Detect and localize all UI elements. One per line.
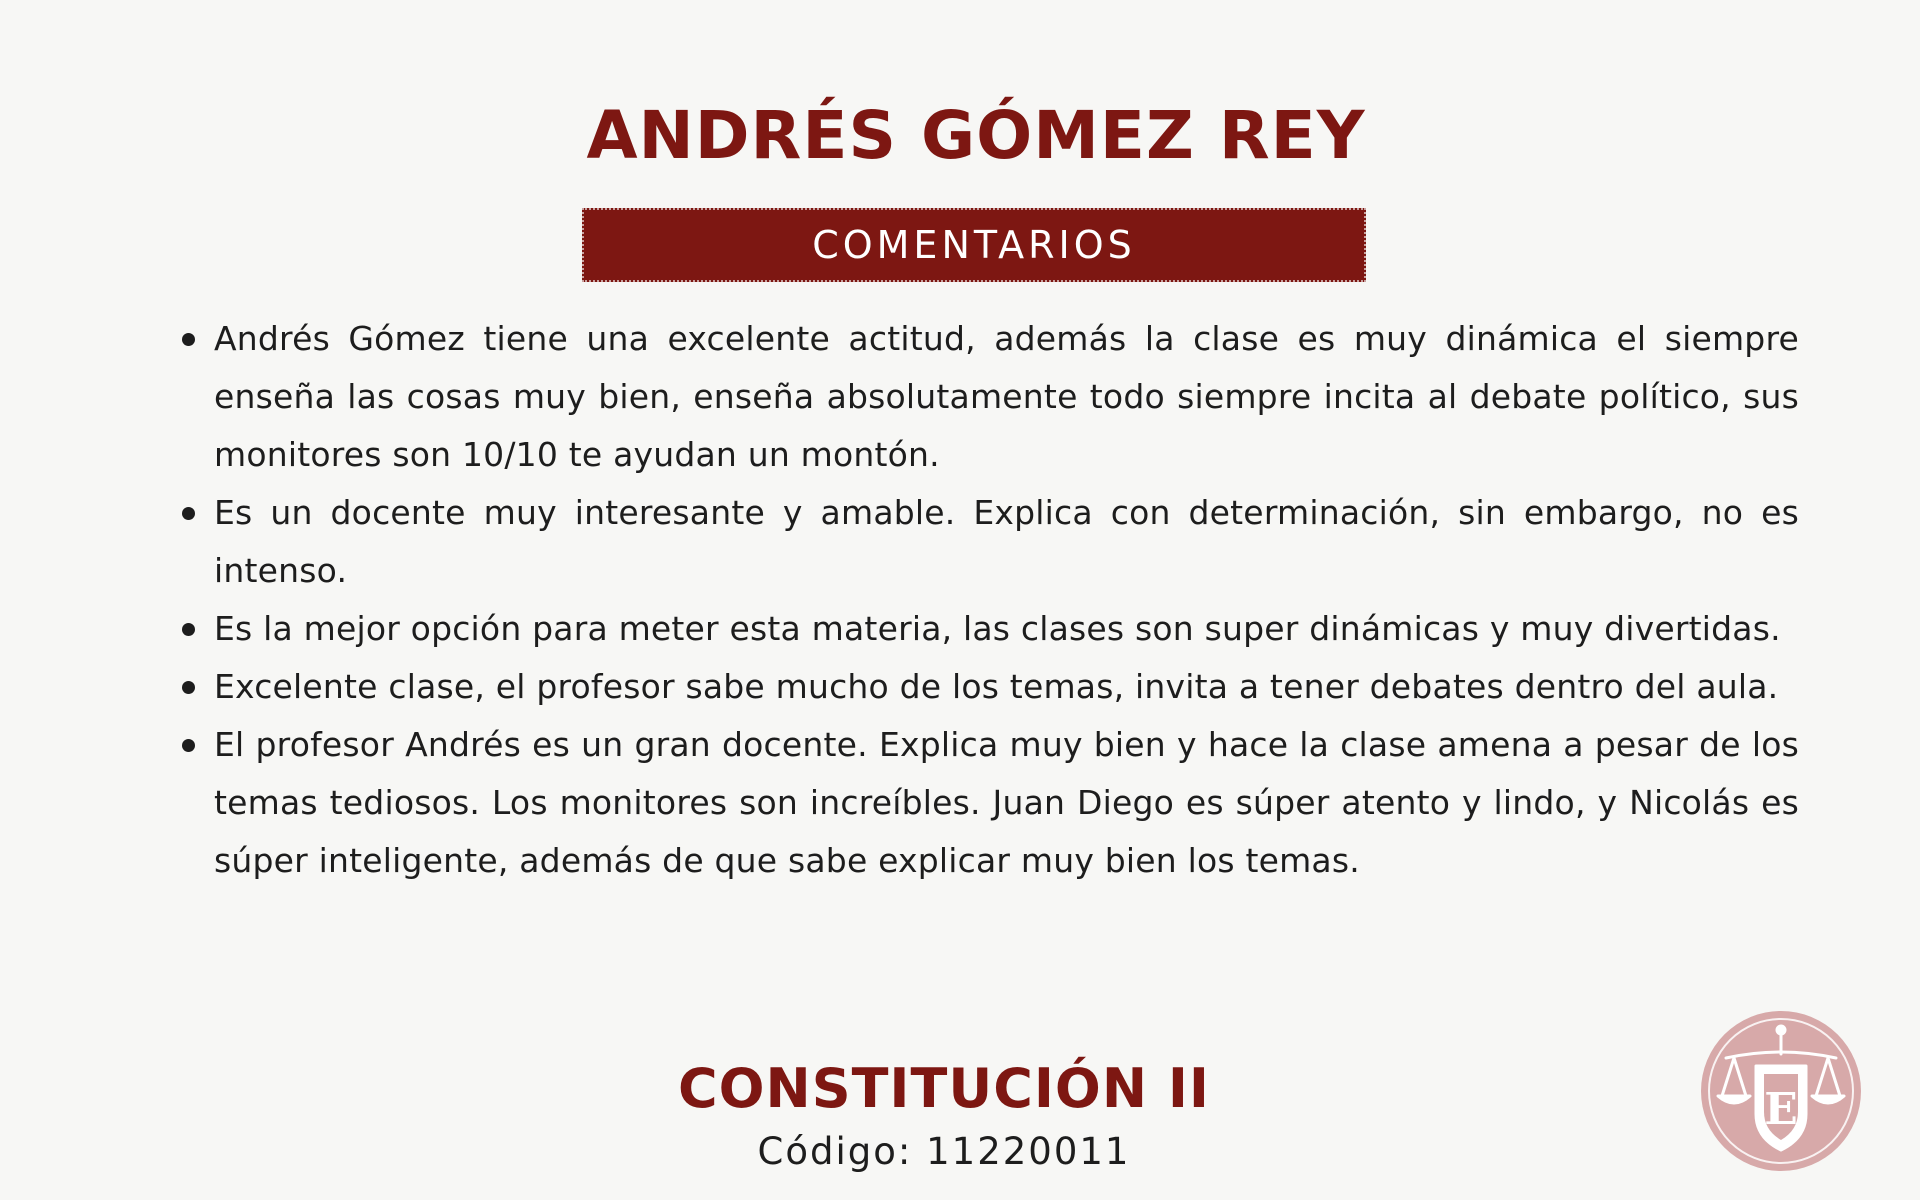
professor-name: ANDRÉS GÓMEZ REY — [586, 97, 1366, 174]
course-name: CONSTITUCIÓN II — [677, 1057, 1211, 1120]
comment-item — [182, 658, 1799, 716]
comment-text: Excelente clase, el profesor sabe mucho de los temas, invita a tener debates dentro del aula. — [214, 667, 1779, 706]
comments-list — [182, 310, 1799, 890]
bullet-icon — [182, 333, 195, 346]
comment-text: Es la mejor opción para meter esta materia, las clases son super dinámicas y muy divertidas. — [214, 609, 1781, 648]
comments-section-banner — [582, 208, 1366, 282]
bullet-icon — [182, 739, 195, 752]
comment-item — [182, 484, 1799, 600]
scales-of-justice-seal-icon — [1700, 1010, 1862, 1172]
bullet-icon — [182, 623, 195, 636]
bullet-icon — [182, 681, 195, 694]
comment-text: Es un docente muy interesante y amable. Explica con determinación, sin embargo, no es intenso. — [214, 493, 1799, 590]
svg-text:E: E — [1764, 1084, 1798, 1135]
comment-item — [182, 600, 1799, 658]
comment-text: El profesor Andrés es un gran docente. Explica muy bien y hace la clase amena a pesar de los temas tediosos. Los monitores son increíbles. Juan Diego es súper atento y lindo, y Nicolás es súper inteligente, además de que sabe explicar muy bien los temas. — [214, 725, 1799, 880]
comment-item — [182, 310, 1799, 484]
section-label: COMENTARIOS — [812, 223, 1136, 267]
course-code: Código: 11220011 — [757, 1130, 1131, 1173]
comment-item — [182, 716, 1799, 890]
comment-text: Andrés Gómez tiene una excelente actitud, además la clase es muy dinámica el siempre enseña las cosas muy bien, enseña absolutamente todo siempre incita al debate político, sus monitores son 10/10 te ayudan un montón. — [214, 319, 1799, 474]
bullet-icon — [182, 507, 195, 520]
